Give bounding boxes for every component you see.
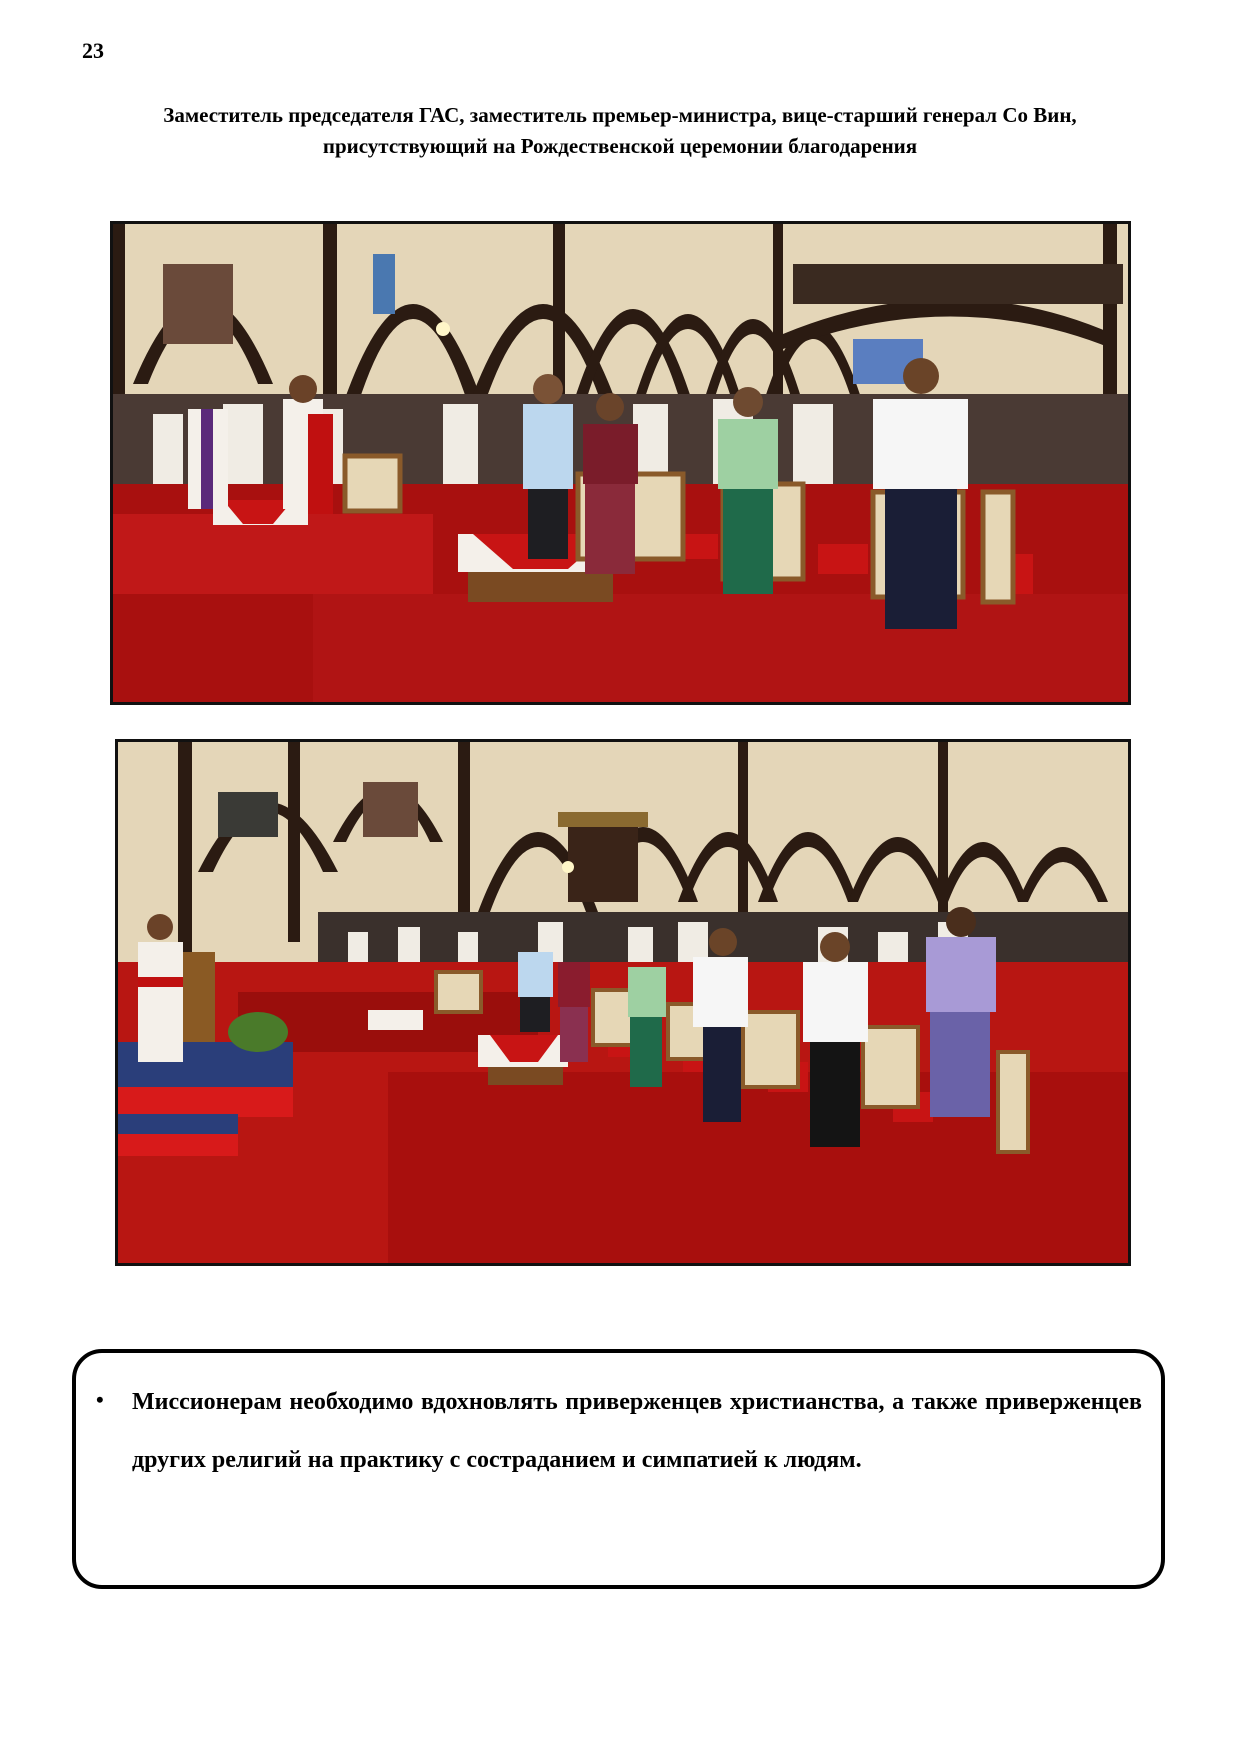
note-box — [72, 1349, 1165, 1589]
photo-ceremony-front-row — [110, 221, 1131, 705]
photo-ceremony-wide-view-image — [118, 742, 1128, 1263]
photo-ceremony-wide-view — [115, 739, 1131, 1266]
note-text: Миссионерам необходимо вдохновлять приверженцев христианства, а также приверженцев других религий на практику с состраданием и симпатией к людям. — [132, 1389, 1142, 1473]
bullet-icon: • — [96, 1387, 104, 1412]
photo-caption: Заместитель председателя ГАС, заместитель премьер-министра, вице-старший генерал Со Вин, присутствующий на Рождественской церемонии благодарения — [163, 103, 1077, 158]
page-number: 23 — [82, 38, 104, 63]
photo-ceremony-front-row-image — [113, 224, 1128, 702]
